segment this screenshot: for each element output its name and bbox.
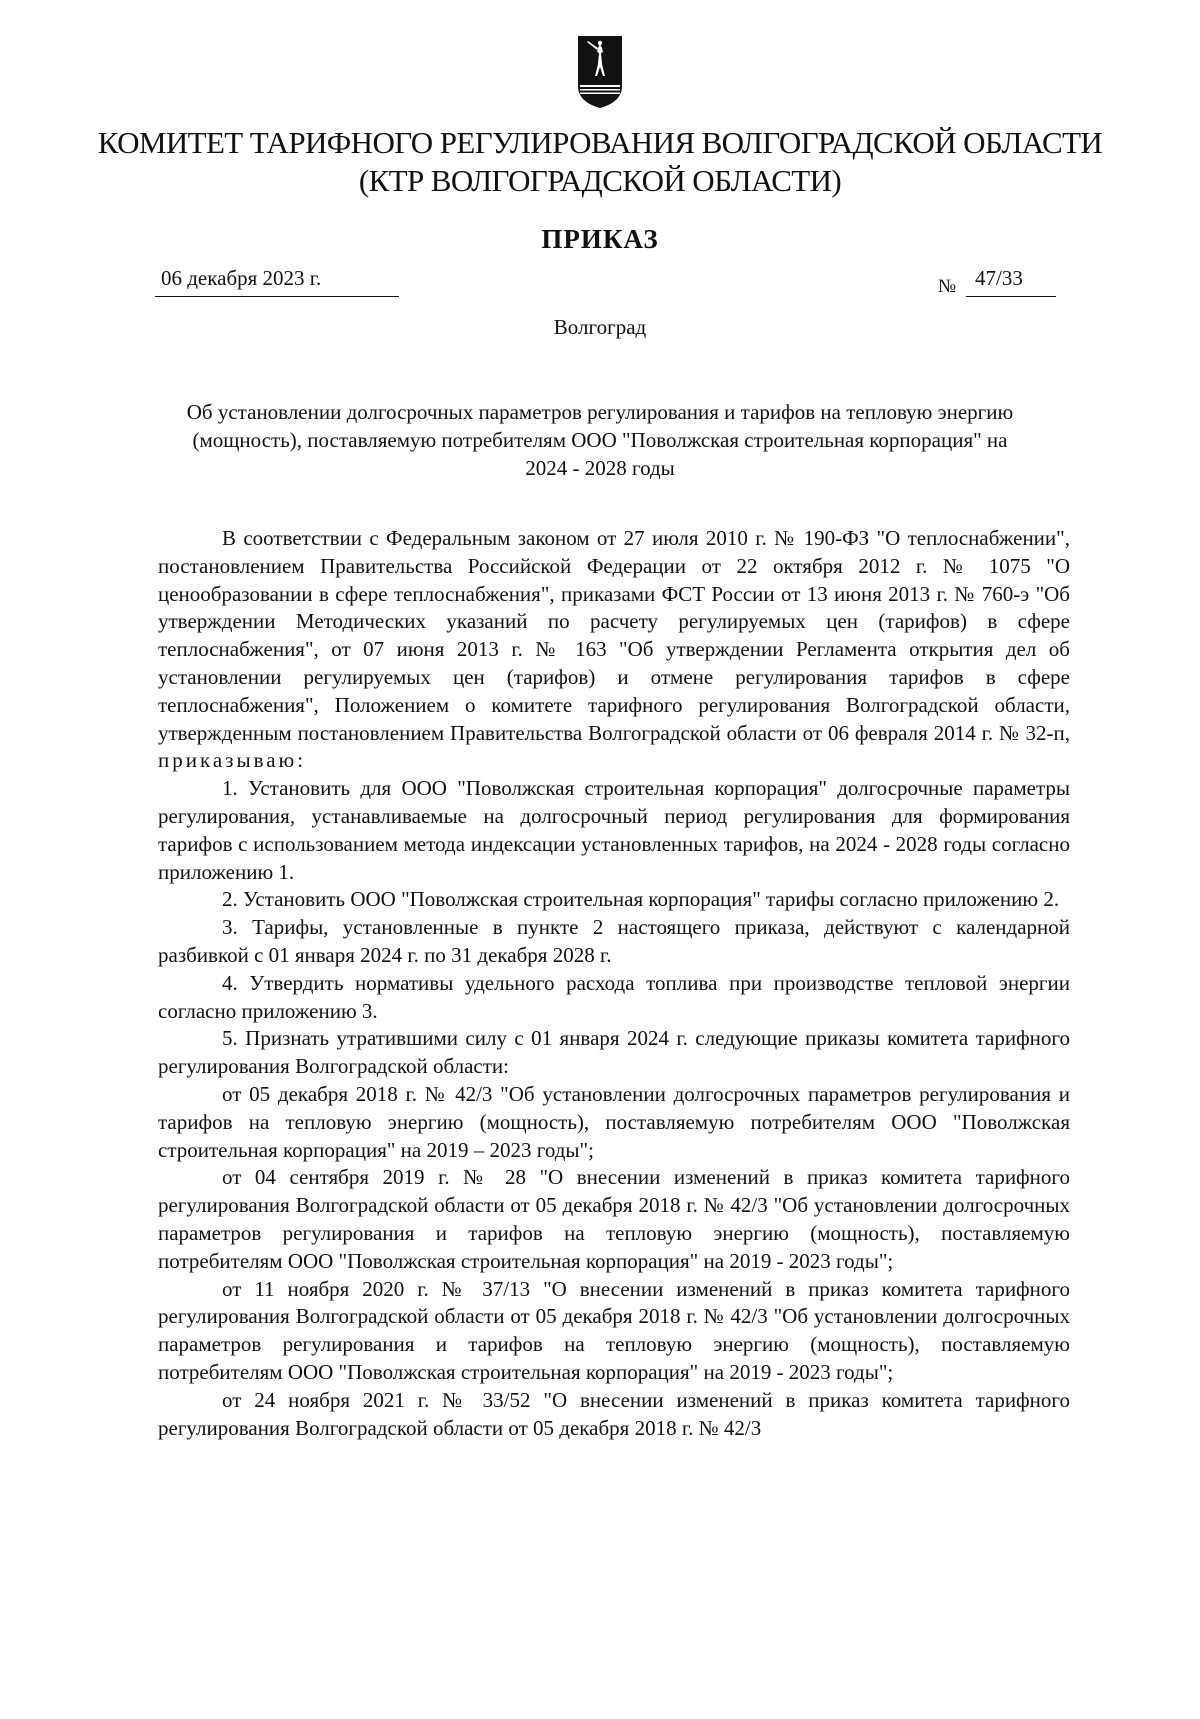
repealed-order-item: от 11 ноября 2020 г. № 37/13 "О внесении изменений в приказ комитета тарифного регулирования Волгоградской области от 05 декабря 2018 г. № 42/3 "Об установлении долгосрочных параметров регулирования и тарифов на тепловую энергию (мощность), поставляемую потребителям ООО "Поволжская строительная корпорация" на 2019 - 2023 годы"; <box>158 1276 1070 1384</box>
organization-abbreviation: (КТР ВОЛГОГРАДСКОЙ ОБЛАСТИ) <box>358 163 842 198</box>
document-date: 06 декабря 2023 г. <box>161 266 322 290</box>
preamble-paragraph <box>158 525 1070 775</box>
repealed-order-item: от 05 декабря 2018 г. № 42/3 "Об установлении долгосрочных параметров регулирования и тарифов на тепловую энергию (мощность), поставляемую потребителям ООО "Поволжская строительная корпорация" на 2019 – 2023 годы"; <box>158 1081 1070 1162</box>
order-item: 2. Установить ООО "Поволжская строительная корпорация" тарифы согласно приложению 2. <box>222 887 1060 912</box>
document-subject: Об установлении долгосрочных параметров регулирования и тарифов на тепловую энергию (мощность), поставляемую потребителям ООО "Поволжская строительная корпорация" на 2024 - 2028 годы <box>186 400 1014 480</box>
document-body <box>158 525 1070 1442</box>
order-word: приказываю: <box>158 748 307 773</box>
order-item: 5. Признать утратившими силу с 01 января 2024 г. следующие приказы комитета тарифного регулирования Волгоградской области: <box>158 1026 1070 1079</box>
date-underline <box>155 296 399 297</box>
number-sign: № <box>938 276 957 297</box>
preamble-text: В соответствии с Федеральным законом от 27 июля 2010 г. № 190-ФЗ "О теплоснабжении", постановлением Правительства Российской Федерации от 22 октября 2012 г. № 1075 "О ценообразовании в сфере теплоснабжения", приказами ФСТ России от 13 июня 2013 г. № 760-э "Об утверждении Методических указаний по расчету регулируемых цен (тарифов) в сфере теплоснабжения", от 07 июня 2013 г. № 163 "Об утверждении Регламента открытия дел об установлении регулируемых цен (тарифов) и отмене регулирования тарифов в сфере теплоснабжения", Положением о комитете тарифного регулирования Волгоградской области, утвержденным постановлением Правительства Волгоградской области от 06 февраля 2014 г. № 32-п, <box>158 526 1070 745</box>
document-city: Волгоград <box>553 315 647 339</box>
order-item: 3. Тарифы, установленные в пункте 2 настоящего приказа, действуют с календарной разбивкой с 01 января 2024 г. по 31 декабря 2028 г. <box>158 915 1070 967</box>
coat-of-arms-icon <box>575 34 625 110</box>
order-item: 4. Утвердить нормативы удельного расхода топлива при производстве тепловой энергии согласно приложению 3. <box>158 970 1070 1023</box>
order-item: 1. Установить для ООО "Поволжская строительная корпорация" долгосрочные параметры регулирования, устанавливаемые на долгосрочный период регулирования для формирования тарифов с использованием метода индексации установленных тарифов, на 2024 - 2028 годы согласно приложению 1. <box>158 776 1070 884</box>
document-type-title: ПРИКАЗ <box>541 224 659 254</box>
repealed-order-item: от 24 ноября 2021 г. № 33/52 "О внесении изменений в приказ комитета тарифного регулирования Волгоградской области от 05 декабря 2018 г. № 42/3 <box>158 1387 1070 1440</box>
organization-name: КОМИТЕТ ТАРИФНОГО РЕГУЛИРОВАНИЯ ВОЛГОГРАДСКОЙ ОБЛАСТИ <box>97 125 1103 160</box>
repealed-order-item: от 04 сентября 2019 г. № 28 "О внесении изменений в приказ комитета тарифного регулирования Волгоградской области от 05 декабря 2018 г. № 42/3 "Об установлении долгосрочных параметров регулирования и тарифов на тепловую энергию (мощность), поставляемую потребителям ООО "Поволжская строительная корпорация" на 2019 - 2023 годы"; <box>158 1165 1070 1273</box>
number-underline <box>966 296 1056 297</box>
document-number: 47/33 <box>975 266 1023 290</box>
